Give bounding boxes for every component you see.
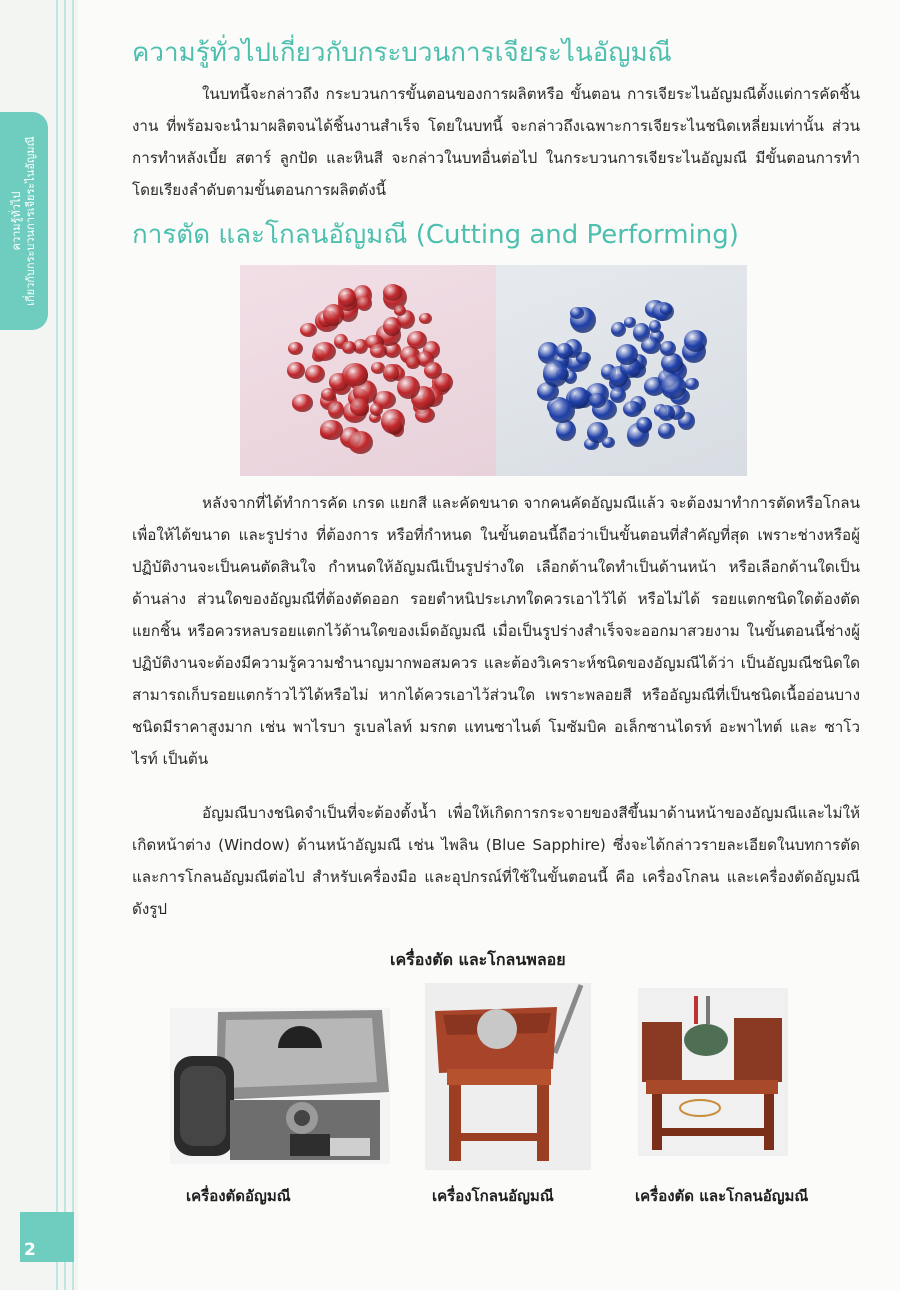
- chapter-tab-line-1: ความรู้ทั่วไป: [10, 191, 23, 251]
- section-heading-cutting: การตัด และโกลนอัญมณี (Cutting and Performing): [132, 220, 739, 250]
- margin-line: [64, 0, 66, 1290]
- ruby-gem: [305, 365, 325, 383]
- cutting-paragraph-2: อัญมณีบางชนิดจำเป็นที่จะต้องตั้งน้ำ เพื่อให้เกิดการกระจายของสีขึ้นมาด้านหน้าของอัญมณีและไม่ให้เกิดหน้าต่าง (Window) ด้านหน้าอัญมณี เช่น ไพลิน (Blue Sapphire) ซึ่งจะได้กล่าวรายละเอียดในบทการตัดและการโกลนอัญมณีต่อไป สำหรับเครื่องมือ และอุปกรณ์ที่ใช้ในขั้นตอนนี้ คือ เครื่องโกลน และเครื่องตัดอัญมณี ดังรูป: [132, 804, 860, 918]
- ruby-gem: [419, 313, 432, 325]
- sapphire-gem: [660, 304, 672, 314]
- ruby-gem: [288, 342, 303, 356]
- ruby-gem: [383, 284, 402, 300]
- rough-sapphire-photo: [496, 265, 747, 476]
- caption-cut-grind-machine: เครื่องตัด และโกลนอัญมณี: [635, 1187, 809, 1205]
- page-number: 2: [24, 1240, 36, 1260]
- sapphire-gem: [684, 330, 707, 352]
- ruby-gem: [397, 376, 420, 399]
- ruby-gem: [370, 344, 387, 358]
- chapter-tab-label: [10, 136, 38, 306]
- sapphire-gem: [543, 360, 569, 387]
- sapphire-gem: [602, 437, 614, 448]
- sapphire-gem: [661, 375, 685, 398]
- figure-title: เครื่องตัด และโกลนพลอย: [390, 950, 566, 969]
- ruby-gem: [424, 362, 442, 379]
- sapphire-gem: [549, 399, 575, 423]
- cutting-machine-photo: [170, 1008, 390, 1164]
- ruby-gem: [338, 288, 356, 306]
- caption-cutting-machine: เครื่องตัดอัญมณี: [186, 1187, 291, 1205]
- ruby-gem: [406, 356, 420, 370]
- ruby-gem: [328, 401, 344, 418]
- margin-line: [72, 0, 74, 1290]
- ruby-gem: [357, 296, 372, 311]
- cutting-machine-illustration: [170, 1008, 390, 1164]
- ruby-gem: [342, 341, 356, 354]
- chapter-tab-line-2: เกี่ยวกับกระบวนการเจียระไนอัญมณี: [24, 136, 37, 306]
- ruby-gem: [394, 305, 406, 316]
- ruby-gem: [287, 362, 306, 379]
- ruby-gem: [345, 365, 369, 386]
- sapphire-gem: [661, 353, 683, 373]
- ruby-gem: [321, 388, 336, 401]
- section-heading-general: ความรู้ทั่วไปเกี่ยวกับกระบวนการเจียระไนอัญมณี: [132, 38, 672, 68]
- caption-grinding-machine: เครื่องโกลนอัญมณี: [432, 1187, 554, 1205]
- cutting-paragraph-1: หลังจากที่ได้ทำการคัด เกรด แยกสี และคัดขนาด จากคนคัดอัญมณีแล้ว จะต้องมาทำการตัดหรือโกลน เพื่อให้ได้ขนาด และรูปร่าง ที่ต้องการ หรือที่กำหนด ในขั้นตอนนี้ถือว่าเป็นขั้นตอนที่สำคัญที่สุด เพราะช่างหรือผู้ปฏิบัติงานจะเป็นคนตัดสินใจ กำหนดให้อัญมณีเป็นรูปร่างใด เลือกด้านใดทำเป็นด้านหน้า หรือเลือกด้านใดเป็นด้านล่าง ส่วนใดของอัญมณีที่ต้องตัดออก รอยตำหนิประเภทใดควรเอาไว้ได้ หรือไม่ได้ รอยแตกชนิดใดต้องตัดแยกชิ้น หรือควรหลบรอยแตกไว้ด้านใดของเม็ดอัญมณี เมื่อเป็นรูปร่างสำเร็จจะออกมาสวยงาม ในขั้นตอนนี้ช่างผู้ปฏิบัติงานจะต้องมีความรู้ความชำนาญมากพอสมควร และต้องวิเคราะห์ชนิดของอัญมณีได้ว่า เป็นอัญมณีชนิดใดสามารถเก็บรอยแตกร้าวไว้ได้หรือไม่ หากได้ควรเอาไว้ส่วนใด เพราะพลอยสี หรืออัญมณีที่เป็นชนิดเนื้ออ่อนบางชนิดมีราคาสูงมาก เช่น พาไรบา รูเบลไลท์ มรกต แทนซาไนต์ โมซัมบิค อเล็กซานไดรท์ อะพาไทต์ และ ซาโวไรท์ เป็นต้น: [132, 494, 860, 768]
- ruby-gem: [300, 323, 317, 337]
- sapphire-gem: [641, 337, 660, 354]
- page-number-box: [20, 1212, 74, 1262]
- margin-line: [56, 0, 58, 1290]
- ruby-gem: [313, 342, 336, 361]
- grinding-machine-photo: [425, 983, 591, 1170]
- sapphire-gem: [658, 423, 675, 439]
- sapphire-gem: [556, 343, 573, 359]
- sapphire-gem: [624, 317, 636, 327]
- ruby-gem: [348, 431, 373, 454]
- ruby-gem: [383, 317, 401, 335]
- sapphire-gem: [610, 387, 626, 403]
- ruby-gem: [292, 394, 313, 411]
- cut-grind-machine-illustration: [638, 988, 788, 1156]
- ruby-gem: [383, 364, 400, 382]
- sapphire-gem: [570, 307, 584, 319]
- ruby-gem: [381, 409, 405, 434]
- rough-ruby-photo: [240, 265, 496, 476]
- sapphire-gem: [623, 401, 642, 417]
- ruby-gem: [370, 403, 382, 416]
- cut-grind-machine-photo: [638, 988, 788, 1156]
- sapphire-gem: [637, 417, 652, 433]
- intro-paragraph: ในบทนี้จะกล่าวถึง กระบวนการขั้นตอนของการผลิตหรือ ขั้นตอน การเจียระไนอัญมณีตั้งแต่การคัดชิ้นงาน ที่พร้อมจะนำมาผลิตจนได้ชิ้นงานสำเร็จ โดยในบทนี้ จะกล่าวถึงเฉพาะการเจียระไนชนิดเหลี่ยมเท่านั้น ส่วนการทำหลังเบี้ย สตาร์ ลูกปัด และหินสี จะกล่าวในบทอื่นต่อไป ในกระบวนการเจียระไนอัญมณี มีขั้นตอนการทำโดยเรียงลำดับตามขั้นตอนการผลิตดังนี้: [132, 85, 860, 199]
- sapphire-gem: [685, 378, 698, 390]
- grinding-machine-illustration: [425, 983, 591, 1170]
- ruby-gem: [320, 420, 343, 440]
